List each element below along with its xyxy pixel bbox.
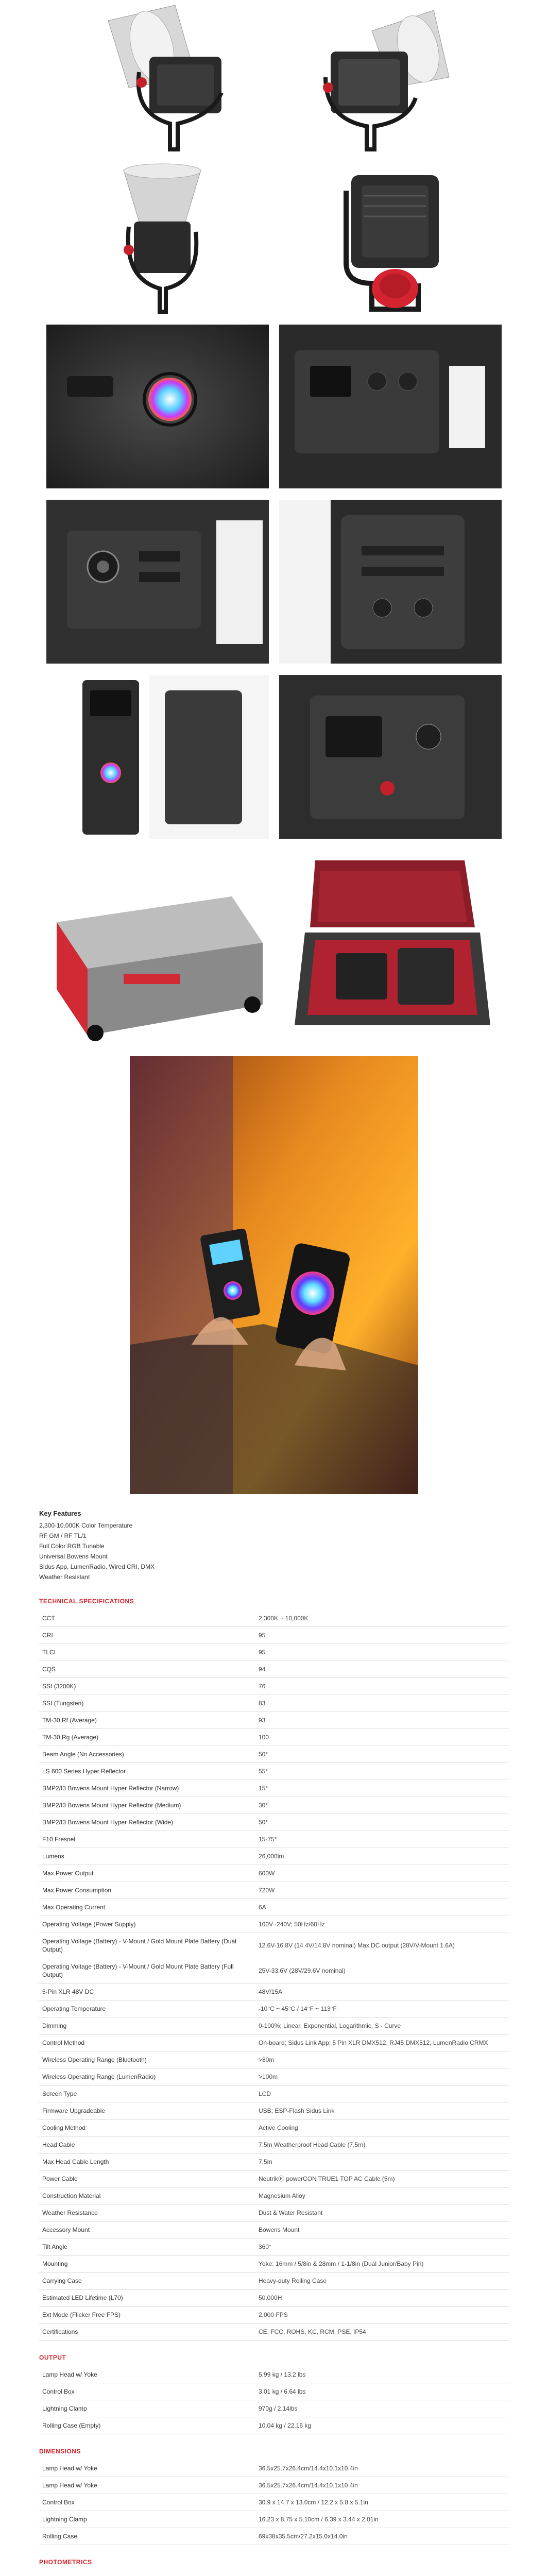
spec-row	[39, 1865, 509, 1882]
spec-label: Operating Voltage (Battery) - V-Mount / Gold Mount Plate Battery (Full Output)	[39, 1958, 255, 1984]
output-title: OUTPUT	[39, 2354, 66, 2361]
spec-label: Estimated LED Lifetime (L70)	[39, 2290, 255, 2307]
spec-value: 48V/15A	[255, 1984, 509, 2001]
dimensions-title: DIMENSIONS	[39, 2448, 81, 2455]
spec-row	[39, 1746, 509, 1763]
spec-label: Beam Angle (No Accessories)	[39, 1746, 255, 1763]
spec-label: Tilt Angle	[39, 2239, 255, 2256]
spec-value: >80m	[255, 2052, 509, 2069]
spec-value: 26,000lm	[255, 1848, 509, 1865]
spec-label: Mounting	[39, 2256, 255, 2273]
spec-label: BMP2/I3 Bowens Mount Hyper Reflector (Medium)	[39, 1797, 255, 1814]
light-rear-view-image[interactable]	[279, 0, 502, 152]
spec-value: 2,000 FPS	[255, 2307, 509, 2324]
head-side-ports-image[interactable]	[279, 500, 502, 664]
spec-value: 25V-33.6V (28V/29.6V nominal)	[255, 1958, 509, 1984]
spec-row	[39, 2477, 509, 2494]
photometrics-header	[451, 2571, 509, 2576]
spec-label: Head Cable	[39, 2137, 255, 2154]
spec-row	[39, 2001, 509, 2018]
dimensions-table	[39, 2460, 509, 2545]
spec-label: Max Head Cable Length	[39, 2154, 255, 2171]
spec-value: -10°C ~ 45°C / 14°F ~ 113°F	[255, 2001, 509, 2018]
control-box-ports-image[interactable]	[46, 500, 269, 664]
spec-value: 50°	[255, 1746, 509, 1763]
studio-photo-image[interactable]	[130, 1056, 418, 1494]
spec-value: 3.01 kg / 6.64 lbs	[255, 2383, 509, 2400]
key-feature-item: Sidus App, LumenRadio, Wired CRI, DMX	[39, 1563, 155, 1570]
spec-value: 36.5x25.7x26.4cm/14.4x10.1x10.4in	[255, 2477, 509, 2494]
spec-value: Magnesium Alloy	[255, 2188, 509, 2205]
technical-specifications-title: TECHNICAL SPECIFICATIONS	[39, 1598, 134, 1605]
spec-value: 16.23 x 8.75 x 5.10cm / 6.39 x 3.44 x 2.01in	[255, 2511, 509, 2528]
spec-row	[39, 1712, 509, 1729]
gallery-row-6	[0, 850, 548, 1056]
spec-label: Rolling Case	[39, 2528, 255, 2545]
spec-row	[39, 1797, 509, 1814]
spec-label: Construction Material	[39, 2188, 255, 2205]
spec-row	[39, 1958, 509, 1984]
spec-row	[39, 1763, 509, 1780]
photometrics-header	[60, 2571, 86, 2576]
spec-value: 0-100%; Linear, Exponential, Logarithmic, S - Curve	[255, 2018, 509, 2035]
spec-value: Bowens Mount	[255, 2222, 509, 2239]
spec-label: Certifications	[39, 2324, 255, 2341]
spec-row	[39, 2256, 509, 2273]
spec-value: 600W	[255, 1865, 509, 1882]
spec-row	[39, 2239, 509, 2256]
spec-label: 5-Pin XLR 48V DC	[39, 1984, 255, 2001]
spec-row	[39, 2290, 509, 2307]
spec-value: 2,300K ~ 10,000K	[255, 1610, 509, 1627]
key-feature-item: Weather Resistant	[39, 1573, 90, 1581]
spec-value: 10.04 kg / 22.16 kg	[255, 2417, 509, 2434]
photometrics-header	[39, 2571, 60, 2576]
spec-row	[39, 2417, 509, 2434]
spec-label: LS 600 Series Hyper Reflector	[39, 1763, 255, 1780]
spec-label: Control Box	[39, 2494, 255, 2511]
spec-row	[39, 2273, 509, 2290]
spec-content	[39, 1504, 509, 2576]
spec-value: 100V~240V; 50Hz/60Hz	[255, 1916, 509, 1933]
rolling-case-closed-image[interactable]	[46, 850, 269, 1046]
light-with-reflector-image[interactable]	[46, 160, 269, 314]
photometrics-table	[39, 2571, 509, 2576]
spec-value: Heavy-duty Rolling Case	[255, 2273, 509, 2290]
spec-label: SSI (3200K)	[39, 1678, 255, 1695]
spec-value: 83	[255, 1695, 509, 1712]
spec-value: 50,000H	[255, 2290, 509, 2307]
spec-value: 55°	[255, 1763, 509, 1780]
spec-value: NeutrikⓇ powerCON TRUE1 TOP AC Cable (5m)	[255, 2171, 509, 2188]
spec-row	[39, 1882, 509, 1899]
photometrics-header	[85, 2571, 140, 2576]
spec-label: TLCI	[39, 1644, 255, 1661]
gallery-row-1	[0, 0, 548, 160]
spec-row	[39, 2018, 509, 2035]
spec-label: Carrying Case	[39, 2273, 255, 2290]
gallery-row-4	[0, 500, 548, 675]
spec-label: TM-30 Rf (Average)	[39, 1712, 255, 1729]
gallery-row-7	[0, 1056, 548, 1504]
gallery-row-3	[0, 325, 548, 500]
spec-label: SSI (Tungsten)	[39, 1695, 255, 1712]
spec-label: CCT	[39, 1610, 255, 1627]
key-feature-item: 2,300-10,000K Color Temperature	[39, 1522, 133, 1529]
spec-label: F10 Fresnel	[39, 1831, 255, 1848]
spec-row	[39, 1780, 509, 1797]
spec-row	[39, 1916, 509, 1933]
spec-label: Power Cable	[39, 2171, 255, 2188]
output-table	[39, 2366, 509, 2434]
spec-value: 7.5m	[255, 2154, 509, 2171]
spec-label: Weather Resistance	[39, 2205, 255, 2222]
spec-row	[39, 2383, 509, 2400]
spec-row	[39, 2205, 509, 2222]
spec-value: 76	[255, 1678, 509, 1695]
spec-value: 970g / 2.14lbs	[255, 2400, 509, 2417]
light-front-view-image[interactable]	[46, 0, 269, 152]
spec-row	[39, 2528, 509, 2545]
control-box-side-image[interactable]	[279, 675, 502, 839]
spec-label: Control Method	[39, 2035, 255, 2052]
spec-row	[39, 1661, 509, 1678]
spec-label: Lamp Head w/ Yoke	[39, 2366, 255, 2383]
gallery-row-5	[0, 675, 548, 850]
spec-label: BMP2/I3 Bowens Mount Hyper Reflector (Wide)	[39, 1814, 255, 1831]
spec-label: Max Power Consumption	[39, 1882, 255, 1899]
spec-label: CRI	[39, 1627, 255, 1644]
control-box-panel-image[interactable]	[279, 325, 502, 488]
spec-label: Wireless Operating Range (LumenRadio)	[39, 2069, 255, 2086]
photometrics-header	[341, 2571, 396, 2576]
spec-value: >100m	[255, 2069, 509, 2086]
spec-label: Max Power Output	[39, 1865, 255, 1882]
spec-label: BMP2/I3 Bowens Mount Hyper Reflector (Narrow)	[39, 1780, 255, 1797]
spec-label: Ext Mode (Flicker Free FPS)	[39, 2307, 255, 2324]
spec-row	[39, 2154, 509, 2171]
spec-value: LCD	[255, 2086, 509, 2103]
control-dial-closeup-image[interactable]	[46, 325, 269, 488]
spec-label: Rolling Case (Empty)	[39, 2417, 255, 2434]
spec-label: Operating Voltage (Battery) - V-Mount / Gold Mount Plate Battery (Dual Output)	[39, 1933, 255, 1958]
photometrics-header	[220, 2571, 281, 2576]
spec-row	[39, 2120, 509, 2137]
spec-value: 100	[255, 1729, 509, 1746]
spec-row	[39, 2222, 509, 2239]
spec-value: USB; ESP-Flash Sidus Link	[255, 2103, 509, 2120]
spec-label: Operating Temperature	[39, 2001, 255, 2018]
rolling-case-open-image[interactable]	[279, 850, 502, 1046]
spec-label: Max Operating Current	[39, 1899, 255, 1916]
spec-value: 15-75°	[255, 1831, 509, 1848]
spec-row	[39, 1831, 509, 1848]
spec-row	[39, 2400, 509, 2417]
spec-row	[39, 2052, 509, 2069]
spec-row	[39, 2324, 509, 2341]
spec-row	[39, 2137, 509, 2154]
spec-row	[39, 2086, 509, 2103]
photometrics-header	[281, 2571, 341, 2576]
spec-value: 93	[255, 1712, 509, 1729]
photometrics-title: PHOTOMETRICS	[39, 2558, 92, 2566]
spec-value: 95	[255, 1627, 509, 1644]
spec-row	[39, 2035, 509, 2052]
spec-value: 360°	[255, 2239, 509, 2256]
spec-value: Dust & Water Resistant	[255, 2205, 509, 2222]
key-features-list	[39, 1520, 509, 1582]
spec-value: Yoke: 16mm / 5/8in & 28mm / 1-1/8in (Dual Junior/Baby Pin)	[255, 2256, 509, 2273]
spec-label: Dimming	[39, 2018, 255, 2035]
key-feature-item: Universal Bowens Mount	[39, 1553, 108, 1560]
spec-row	[39, 1627, 509, 1644]
spec-value: Active Cooling	[255, 2120, 509, 2137]
spec-label: Lumens	[39, 1848, 255, 1865]
spec-value: CE, FCC, ROHS, KC, RCM, PSE, IP54	[255, 2324, 509, 2341]
photometrics-header	[140, 2571, 220, 2576]
spec-row	[39, 2307, 509, 2324]
spec-value: 94	[255, 1661, 509, 1678]
spec-row	[39, 1610, 509, 1627]
spec-label: Cooling Method	[39, 2120, 255, 2137]
spec-row	[39, 1695, 509, 1712]
key-feature-item: Full Color RGB Tunable	[39, 1543, 105, 1550]
spec-value: 12.6V-16.8V (14.4V/14.8V nominal) Max DC output (28V/V-Mount 1.6A)	[255, 1933, 509, 1958]
spec-label: CQS	[39, 1661, 255, 1678]
spec-label: Lightning Clamp	[39, 2400, 255, 2417]
spec-value: 30.9 x 14.7 x 13.0cm / 12.2 x 5.8 x 5.1in	[255, 2494, 509, 2511]
spec-row	[39, 2511, 509, 2528]
spec-value: 50°	[255, 1814, 509, 1831]
spec-row	[39, 2494, 509, 2511]
spec-label: Operating Voltage (Power Supply)	[39, 1916, 255, 1933]
spec-row	[39, 1933, 509, 1958]
photometrics-header	[397, 2571, 451, 2576]
spec-label: TM-30 Rg (Average)	[39, 1729, 255, 1746]
spec-value: 6A	[255, 1899, 509, 1916]
spec-value: 69x38x35.5cm/27.2x15.0x14.0in	[255, 2528, 509, 2545]
spec-row	[39, 1814, 509, 1831]
control-box-front-image[interactable]	[46, 675, 269, 839]
spec-value: 5.99 kg / 13.2 lbs	[255, 2366, 509, 2383]
spec-row	[39, 2171, 509, 2188]
spec-value: 720W	[255, 1882, 509, 1899]
spec-value: 36.5x25.7x26.4cm/14.4x10.1x10.4in	[255, 2460, 509, 2477]
spec-value: 15°	[255, 1780, 509, 1797]
key-feature-item: RF GM / RF TL/1	[39, 1532, 87, 1539]
spec-value: 30°	[255, 1797, 509, 1814]
technical-specifications-table	[39, 1610, 509, 2341]
spec-row	[39, 2069, 509, 2086]
spec-row	[39, 1899, 509, 1916]
gallery-row-2	[0, 160, 548, 325]
spec-label: Lamp Head w/ Yoke	[39, 2460, 255, 2477]
spec-label: Firmware Upgradeable	[39, 2103, 255, 2120]
spec-label: Lightning Clamp	[39, 2511, 255, 2528]
spec-label: Screen Type	[39, 2086, 255, 2103]
spec-row	[39, 2366, 509, 2383]
spec-row	[39, 1848, 509, 1865]
spec-label: Lamp Head w/ Yoke	[39, 2477, 255, 2494]
key-features-title: Key Features	[39, 1510, 81, 1517]
spec-row	[39, 2103, 509, 2120]
spec-value: 95	[255, 1644, 509, 1661]
spec-label: Control Box	[39, 2383, 255, 2400]
spec-value: On-board; Sidus Link App; 5 Pin XLR DMX512, RJ45 DMX512, LumenRadio CRMX	[255, 2035, 509, 2052]
spec-row	[39, 2188, 509, 2205]
spec-label: Wireless Operating Range (Bluetooth)	[39, 2052, 255, 2069]
spec-value: 7.5m Weatherproof Head Cable (7.5m)	[255, 2137, 509, 2154]
spec-row	[39, 1984, 509, 2001]
spec-row	[39, 1729, 509, 1746]
spec-row	[39, 1644, 509, 1661]
spec-row	[39, 2460, 509, 2477]
key-features	[39, 1510, 509, 1582]
light-back-detail-image[interactable]	[279, 160, 502, 314]
spec-row	[39, 1678, 509, 1695]
spec-label: Accessory Mount	[39, 2222, 255, 2239]
